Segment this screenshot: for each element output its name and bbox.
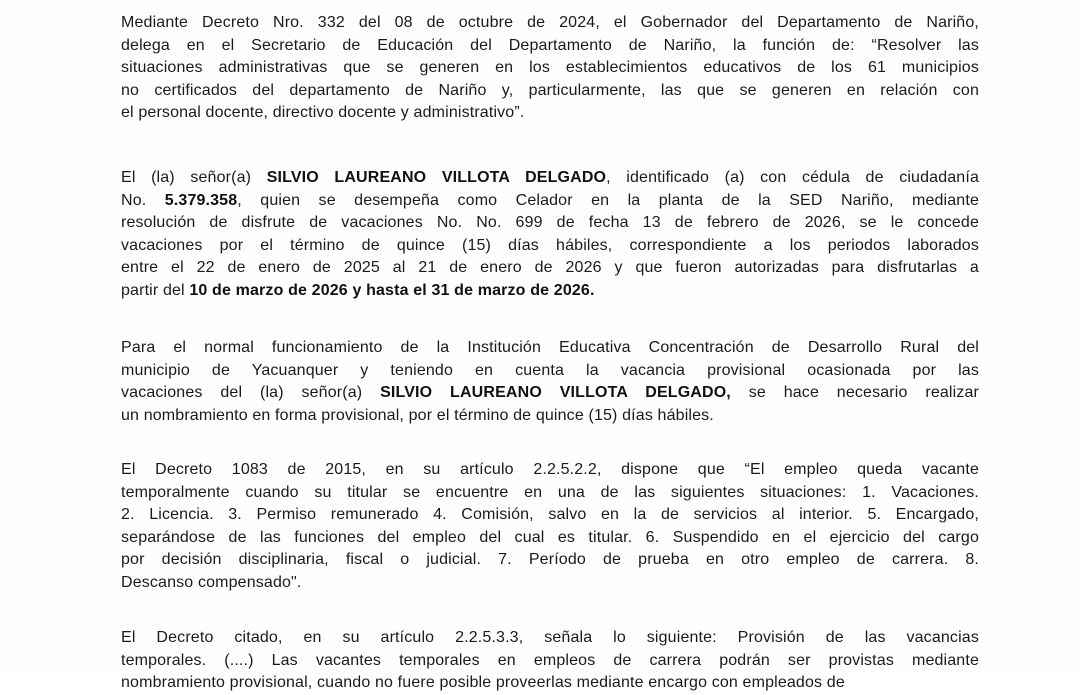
paragraph-decree-1083-vacancy (121, 459, 979, 594)
text-line (121, 57, 979, 80)
text-line (121, 167, 979, 190)
text-line (121, 360, 979, 383)
bold-text: 10 de marzo de 2026 y hasta el 31 de marzo de 2026. (189, 281, 595, 299)
text-line (121, 190, 979, 213)
text-line (121, 212, 979, 235)
text-line (121, 627, 979, 650)
paragraph-provision-temporary-vacancies (121, 627, 979, 695)
text-line (121, 102, 979, 125)
text-run: separándose de las funciones del empleo del cual es titular. 6. Suspendido en el ejercicio del cargo (121, 528, 979, 546)
text-run: Mediante Decreto Nro. 332 del 08 de octubre de 2024, el Gobernador del Departamento de Nariño, (121, 14, 979, 31)
text-run: Descanso compensado". (121, 573, 302, 591)
paragraph-vacation-grant (121, 167, 979, 302)
text-run: Para el normal funcionamiento de la Institución Educativa Concentración de Desarrollo Rural del (121, 339, 979, 356)
paragraph-provisional-appointment (121, 337, 979, 427)
text-line (121, 12, 979, 35)
text-run: El Decreto 1083 de 2015, en su artículo 2.2.5.2.2, dispone que “El empleo queda vacante (121, 461, 979, 478)
text-run: resolución de disfrute de vacaciones No. No. 699 de fecha 13 de febrero de 2026, se le concede (121, 214, 979, 231)
text-line (121, 672, 979, 695)
bold-text: SILVIO LAUREANO VILLOTA DELGADO, (380, 384, 731, 401)
text-line (121, 280, 979, 303)
text-run: por decisión disciplinaria, fiscal o judicial. 7. Período de prueba en otro empleo de carrera. 8. (121, 551, 979, 568)
text-line (121, 549, 979, 572)
text-run: un nombramiento en forma provisional, por el término de quince (15) días hábiles. (121, 406, 714, 424)
text-run: no certificados del departamento de Nariño y, particularmente, las que se generen en relación con (121, 81, 979, 99)
text-run: partir del (121, 281, 190, 299)
text-run: El Decreto citado, en su artículo 2.2.5.3.3, señala lo siguiente: Provisión de las vacancias (121, 629, 979, 646)
text-run: vacaciones por el término de quince (15) días hábiles, correspondiente a los periodos laborados (121, 236, 979, 254)
text-line (121, 504, 979, 527)
text-line (121, 405, 979, 428)
bold-text: 5.379.358 (164, 191, 238, 209)
text-line (121, 257, 979, 280)
text-run: 2. Licencia. 3. Permiso remunerado 4. Comisión, salvo en la de servicios al interior. 5. Encargado, (121, 506, 979, 523)
bold-text: SILVIO LAUREANO VILLOTA DELGADO (266, 169, 607, 186)
text-line (121, 572, 979, 595)
text-line (121, 337, 979, 360)
text-line (121, 35, 979, 58)
text-line (121, 235, 979, 258)
text-line (121, 382, 979, 405)
text-run: delega en el Secretario de Educación del Departamento de Nariño, la función de: “Resolver las (121, 36, 979, 54)
text-run: nombramiento provisional, cuando no fuere posible proveerlas mediante encargo con empleados de (121, 674, 845, 691)
text-run: , identificado (a) con cédula de ciudadanía (606, 169, 979, 186)
text-run: entre el 22 de enero de 2025 al 21 de enero de 2026 y que fueron autorizadas para disfrutarlas a (121, 259, 979, 276)
text-run: municipio de Yacuanquer y teniendo en cuenta la vacancia provisional ocasionada por las (121, 361, 979, 379)
text-run: , quien se desempeña como Celador en la planta de la SED Nariño, mediante (237, 191, 979, 209)
text-run: vacaciones del (la) señor(a) (121, 384, 381, 401)
text-run: el personal docente, directivo docente y administrativo”. (121, 104, 525, 121)
text-run: se hace necesario realizar (730, 384, 980, 401)
text-line (121, 80, 979, 103)
text-line (121, 527, 979, 550)
paragraph-decree-delegation (121, 12, 979, 125)
text-run: temporales. (....) Las vacantes temporales en empleos de carrera podrán ser provistas mediante (121, 651, 979, 669)
text-line (121, 459, 979, 482)
text-line (121, 650, 979, 673)
text-run: No. (121, 191, 165, 209)
text-line (121, 482, 979, 505)
text-run: El (la) señor(a) (121, 169, 267, 186)
text-run: situaciones administrativas que se generen en los establecimientos educativos de los 61 municipios (121, 59, 979, 76)
text-run: temporalmente cuando su titular se encuentre en una de las siguientes situaciones: 1. Vacaciones. (121, 483, 979, 501)
